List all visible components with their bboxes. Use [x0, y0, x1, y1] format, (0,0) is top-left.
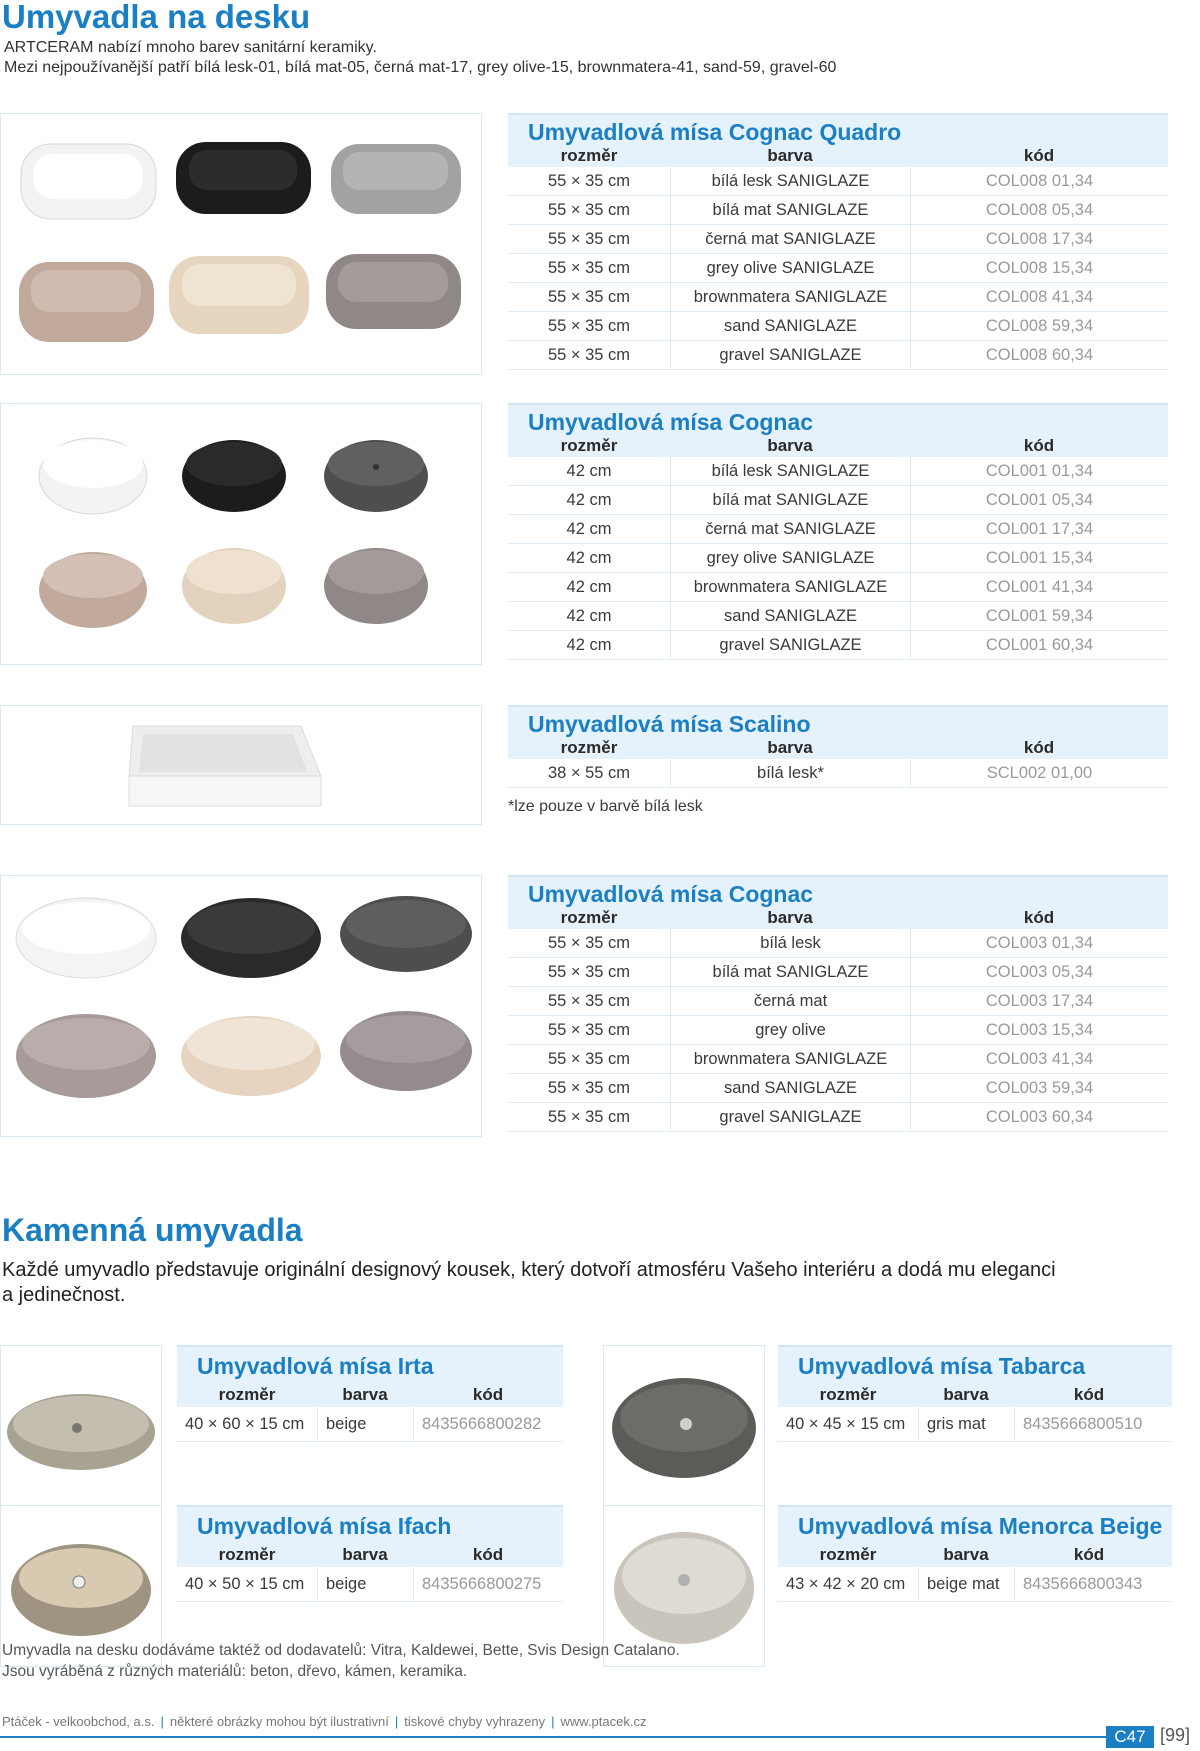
- table-header: [508, 113, 1168, 167]
- cell-size: 42 cm: [566, 520, 612, 538]
- cell-color: brownmatera SANIGLAZE: [670, 283, 910, 311]
- col-color-header: barva: [767, 436, 813, 455]
- cell-code: COL008 15,34: [910, 254, 1168, 282]
- basin-gravel-icon: [326, 254, 461, 329]
- cell-code: COL001 60,34: [910, 631, 1168, 659]
- cell-size: 40 × 60 × 15 cm: [185, 1415, 305, 1433]
- table-cognac-oval: [508, 875, 1168, 1132]
- col-size-header: rozměr: [819, 1545, 877, 1564]
- basin-grid-quadro-icon: [1, 114, 481, 374]
- basin-grid-oval-icon: [1, 876, 481, 1136]
- col-size-header: rozměr: [560, 908, 618, 927]
- cell-color: černá mat SANIGLAZE: [670, 225, 910, 253]
- column-headers: [778, 1539, 1172, 1567]
- table-row: [508, 254, 1168, 283]
- table-row: [508, 457, 1168, 486]
- cell-size: 40 × 50 × 15 cm: [185, 1575, 305, 1593]
- basin-grey-icon: [331, 144, 461, 214]
- stone-basin-irta-icon: [1, 1346, 161, 1506]
- cell-code: COL001 01,34: [910, 457, 1168, 485]
- table-row: [508, 1074, 1168, 1103]
- table-row: [508, 283, 1168, 312]
- col-code-header: kód: [472, 1545, 504, 1564]
- cell-size: 55 × 35 cm: [547, 317, 631, 335]
- table-menorca: [778, 1505, 1172, 1602]
- cell-code: COL003 59,34: [910, 1074, 1168, 1102]
- product-image-scalino: [0, 705, 482, 825]
- basin-brownmatera-icon: [16, 1014, 156, 1098]
- basin-scalino-icon: [1, 706, 481, 824]
- cell-color: brownmatera SANIGLAZE: [670, 1045, 910, 1073]
- cell-color: grey olive SANIGLAZE: [670, 254, 910, 282]
- intro-line-1: ARTCERAM nabízí mnoho barev sanitární keramiky.: [4, 39, 377, 56]
- table-row: [177, 1567, 563, 1602]
- cell-size: 55 × 35 cm: [547, 934, 631, 952]
- table-cognac-quadro: [508, 113, 1168, 370]
- table-header: [177, 1505, 563, 1567]
- cell-code: COL008 17,34: [910, 225, 1168, 253]
- cell-color: beige: [317, 1567, 413, 1601]
- col-code-header: kód: [472, 1385, 504, 1404]
- table-row: [508, 515, 1168, 544]
- basin-gravel-icon: [324, 548, 428, 624]
- col-size-header: rozměr: [560, 146, 618, 165]
- table-tabarca: [778, 1345, 1172, 1442]
- cell-code: COL008 60,34: [910, 341, 1168, 369]
- product-image-irta: [0, 1345, 162, 1507]
- column-headers: [508, 145, 1168, 167]
- cell-code: COL001 41,34: [910, 573, 1168, 601]
- footer-errors: tiskové chyby vyhrazeny: [404, 1714, 546, 1729]
- cell-size: 55 × 35 cm: [547, 963, 631, 981]
- supplier-note-2: Jsou vyráběná z různých materiálů: beton, dřevo, kámen, keramika.: [2, 1663, 468, 1680]
- cell-color: grey olive SANIGLAZE: [670, 544, 910, 572]
- separator-icon: |: [160, 1714, 164, 1729]
- separator-icon: |: [394, 1714, 399, 1729]
- section-badge: C47: [1106, 1726, 1154, 1748]
- table-header: [508, 875, 1168, 929]
- cell-code: COL008 41,34: [910, 283, 1168, 311]
- col-size-header: rozměr: [218, 1545, 276, 1564]
- cell-code: COL008 05,34: [910, 196, 1168, 224]
- cell-size: 42 cm: [566, 578, 612, 596]
- table-title: Umyvadlová mísa Cognac Quadro: [528, 119, 902, 145]
- cell-size: 55 × 35 cm: [547, 172, 631, 190]
- cell-color: černá mat: [670, 987, 910, 1015]
- footer-line: [2, 1714, 646, 1729]
- cell-size: 55 × 35 cm: [547, 288, 631, 306]
- cell-color: bílá lesk SANIGLAZE: [670, 457, 910, 485]
- col-code-header: kód: [1023, 908, 1055, 927]
- col-code-header: kód: [1023, 738, 1055, 757]
- table-row: [508, 1016, 1168, 1045]
- cell-color: bílá lesk: [670, 929, 910, 957]
- basin-grey-olive-icon: [324, 440, 428, 512]
- product-image-tabarca: [603, 1345, 765, 1507]
- table-title: Umyvadlová mísa Scalino: [528, 711, 811, 737]
- cell-color: černá mat SANIGLAZE: [670, 515, 910, 543]
- basin-sand-icon: [182, 548, 286, 624]
- table-row: [508, 929, 1168, 958]
- column-headers: [508, 435, 1168, 457]
- cell-code: COL008 59,34: [910, 312, 1168, 340]
- col-size-header: rozměr: [819, 1385, 877, 1404]
- cell-size: 55 × 35 cm: [547, 259, 631, 277]
- footer-rule: [0, 1736, 1112, 1738]
- column-headers: [508, 907, 1168, 929]
- cell-color: bílá mat SANIGLAZE: [670, 196, 910, 224]
- cell-color: sand SANIGLAZE: [670, 1074, 910, 1102]
- table-header: [508, 705, 1168, 759]
- basin-white-icon: [16, 898, 156, 978]
- cell-color: bílá lesk*: [670, 759, 910, 787]
- separator-icon: |: [551, 1714, 555, 1729]
- cell-size: 55 × 35 cm: [547, 1050, 631, 1068]
- col-color-header: barva: [767, 908, 813, 927]
- basin-sand-icon: [169, 256, 309, 334]
- table-scalino: [508, 705, 1168, 816]
- cell-color: bílá lesk SANIGLAZE: [670, 167, 910, 195]
- stone-lead-2: a jedinečnost.: [2, 1284, 126, 1306]
- column-headers: [177, 1539, 563, 1567]
- cell-color: gravel SANIGLAZE: [670, 631, 910, 659]
- cell-size: 43 × 42 × 20 cm: [786, 1575, 906, 1593]
- basin-grey-olive-icon: [340, 896, 472, 972]
- footer-company: Ptáček - velkoobchod, a.s.: [2, 1714, 155, 1729]
- footer-illustrative: některé obrázky mohou být ilustrativní: [169, 1714, 389, 1729]
- cell-size: 55 × 35 cm: [547, 201, 631, 219]
- basin-white-icon: [39, 438, 147, 514]
- col-color-header: barva: [342, 1545, 388, 1564]
- intro-line-2: Mezi nejpoužívanější patří bílá lesk-01, bílá mat-05, černá mat-17, grey olive-15, brownmatera-41, sand-59, gravel-60: [4, 59, 837, 76]
- cell-code: COL003 41,34: [910, 1045, 1168, 1073]
- cell-color: bílá mat SANIGLAZE: [670, 958, 910, 986]
- table-row: [508, 573, 1168, 602]
- basin-brownmatera-icon: [39, 552, 147, 628]
- cell-code: 8435666800343: [1014, 1567, 1164, 1601]
- table-row: [508, 167, 1168, 196]
- basin-grid-round-icon: [1, 404, 481, 664]
- col-color-header: barva: [943, 1545, 989, 1564]
- table-title: Umyvadlová mísa Cognac: [528, 409, 814, 435]
- column-headers: [778, 1379, 1172, 1407]
- basin-gravel-icon: [340, 1011, 472, 1091]
- cell-code: COL001 15,34: [910, 544, 1168, 572]
- col-color-header: barva: [342, 1385, 388, 1404]
- table-row: [508, 341, 1168, 370]
- page-title: Umyvadla na desku: [2, 0, 311, 35]
- table-header: [778, 1505, 1172, 1567]
- table-ifach: [177, 1505, 563, 1602]
- cell-code: COL003 17,34: [910, 987, 1168, 1015]
- column-headers: [177, 1379, 563, 1407]
- col-code-header: kód: [1073, 1545, 1105, 1564]
- product-image-cognac-round: [0, 403, 482, 665]
- cell-size: 42 cm: [566, 549, 612, 567]
- cell-code: COL003 60,34: [910, 1103, 1168, 1131]
- table-title: Umyvadlová mísa Cognac: [528, 881, 814, 907]
- cell-code: SCL002 01,00: [910, 759, 1168, 787]
- product-image-cognac-quadro: [0, 113, 482, 375]
- basin-sand-icon: [181, 1016, 321, 1096]
- cell-size: 40 × 45 × 15 cm: [786, 1415, 906, 1433]
- cell-color: gravel SANIGLAZE: [670, 1103, 910, 1131]
- scalino-note: *lze pouze v barvě bílá lesk: [508, 798, 703, 815]
- stone-basin-tabarca-icon: [604, 1346, 764, 1506]
- cell-size: 55 × 35 cm: [547, 230, 631, 248]
- product-image-cognac-oval: [0, 875, 482, 1137]
- stone-section-title: Kamenná umyvadla: [2, 1212, 303, 1248]
- table-row: [508, 312, 1168, 341]
- cell-color: beige mat: [918, 1567, 1014, 1601]
- cell-size: 42 cm: [566, 462, 612, 480]
- col-color-header: barva: [767, 146, 813, 165]
- col-color-header: barva: [767, 738, 813, 757]
- cell-code: COL001 17,34: [910, 515, 1168, 543]
- cell-color: sand SANIGLAZE: [670, 312, 910, 340]
- cell-code: 8435666800275: [413, 1567, 563, 1601]
- footer-web-link[interactable]: www.ptacek.cz: [560, 1714, 647, 1729]
- basin-black-icon: [176, 142, 311, 214]
- cell-code: 8435666800282: [413, 1407, 563, 1441]
- basin-brownmatera-icon: [19, 262, 154, 342]
- cell-code: COL001 59,34: [910, 602, 1168, 630]
- col-code-header: kód: [1073, 1385, 1105, 1404]
- cell-code: 8435666800510: [1014, 1407, 1164, 1441]
- table-row: [508, 759, 1168, 788]
- supplier-note-1: Umyvadla na desku dodáváme taktéž od dodavatelů: Vitra, Kaldewei, Bette, Svis Design Catalano.: [2, 1642, 680, 1659]
- table-row: [508, 1103, 1168, 1132]
- cell-size: 42 cm: [566, 607, 612, 625]
- table-row: [508, 987, 1168, 1016]
- column-headers: [508, 737, 1168, 759]
- table-title: Umyvadlová mísa Irta: [197, 1353, 434, 1379]
- basin-black-icon: [182, 440, 286, 512]
- table-header: [177, 1345, 563, 1407]
- cell-color: beige: [317, 1407, 413, 1441]
- col-color-header: barva: [943, 1385, 989, 1404]
- table-row: [508, 225, 1168, 254]
- cell-color: grey olive: [670, 1016, 910, 1044]
- table-row: [177, 1407, 563, 1442]
- table-cognac-round: [508, 403, 1168, 660]
- table-title: Umyvadlová mísa Menorca Beige: [798, 1513, 1163, 1539]
- col-size-header: rozměr: [218, 1385, 276, 1404]
- table-row: [508, 631, 1168, 660]
- cell-code: COL003 15,34: [910, 1016, 1168, 1044]
- cell-code: COL003 05,34: [910, 958, 1168, 986]
- basin-black-icon: [181, 898, 321, 978]
- basin-white-icon: [21, 144, 156, 219]
- cell-size: 55 × 35 cm: [547, 1108, 631, 1126]
- cell-color: sand SANIGLAZE: [670, 602, 910, 630]
- stone-lead-1: Každé umyvadlo představuje originální designový kousek, který dotvoří atmosféru Vašeho interiéru a dodá mu eleganci: [2, 1259, 1056, 1281]
- col-code-header: kód: [1023, 436, 1055, 455]
- cell-size: 55 × 35 cm: [547, 346, 631, 364]
- table-header: [778, 1345, 1172, 1407]
- table-row: [508, 958, 1168, 987]
- col-size-header: rozměr: [560, 738, 618, 757]
- cell-size: 55 × 35 cm: [547, 992, 631, 1010]
- cell-color: gravel SANIGLAZE: [670, 341, 910, 369]
- cell-size: 55 × 35 cm: [547, 1021, 631, 1039]
- table-row: [508, 544, 1168, 573]
- cell-size: 38 × 55 cm: [547, 764, 631, 782]
- cell-color: gris mat: [918, 1407, 1014, 1441]
- table-irta: [177, 1345, 563, 1442]
- table-row: [508, 1045, 1168, 1074]
- table-row: [778, 1567, 1172, 1602]
- cell-color: brownmatera SANIGLAZE: [670, 573, 910, 601]
- cell-size: 55 × 35 cm: [547, 1079, 631, 1097]
- cell-size: 42 cm: [566, 491, 612, 509]
- col-code-header: kód: [1023, 146, 1055, 165]
- cell-code: COL001 05,34: [910, 486, 1168, 514]
- table-row: [508, 196, 1168, 225]
- cell-color: bílá mat SANIGLAZE: [670, 486, 910, 514]
- table-row: [778, 1407, 1172, 1442]
- col-size-header: rozměr: [560, 436, 618, 455]
- table-header: [508, 403, 1168, 457]
- cell-code: COL008 01,34: [910, 167, 1168, 195]
- table-title: Umyvadlová mísa Ifach: [197, 1513, 452, 1539]
- table-row: [508, 486, 1168, 515]
- table-row: [508, 602, 1168, 631]
- table-title: Umyvadlová mísa Tabarca: [798, 1353, 1086, 1379]
- cell-code: COL003 01,34: [910, 929, 1168, 957]
- cell-size: 42 cm: [566, 636, 612, 654]
- page-number: [99]: [1160, 1725, 1191, 1745]
